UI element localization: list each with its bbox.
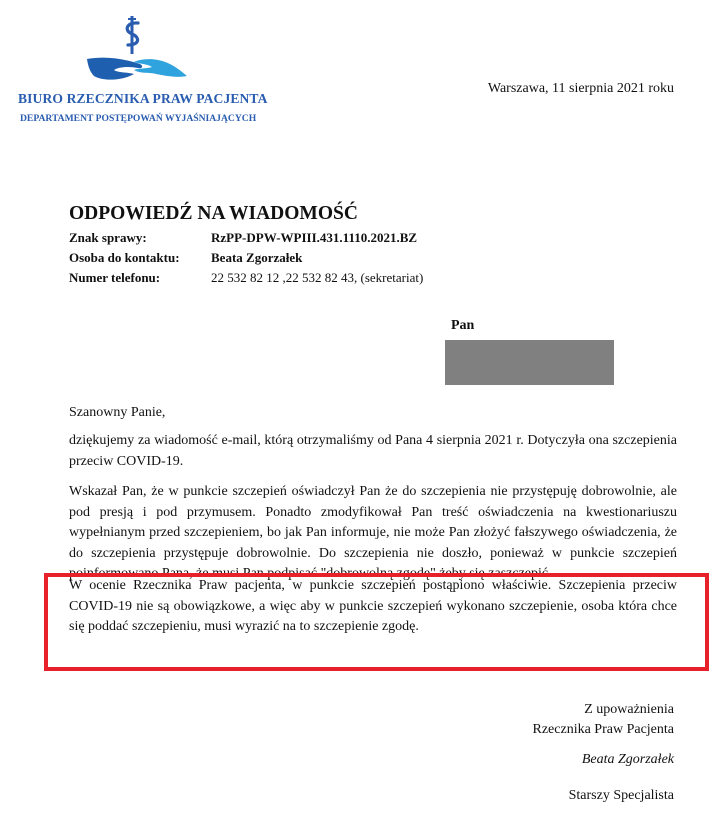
paragraph-1: dziękujemy za wiadomość e-mail, którą otrzymaliśmy od Pana 4 sierpnia 2021 r. Dotyczyła ona szczepienia przeciw COVID-19. [69, 433, 677, 469]
redacted-recipient-block [445, 340, 614, 385]
org-name: BIURO RZECZNIKA PRAW PACJENTA [18, 91, 268, 106]
contact-person-value: Beata Zgorzałek [211, 250, 303, 265]
recipient-label: Pan [451, 318, 475, 333]
hands-with-caduceus-logo [84, 12, 190, 88]
contact-person-label: Osoba do kontaktu: [69, 250, 180, 265]
signature-office: Rzecznika Praw Pacjenta [532, 722, 674, 737]
signature-name: Beata Zgorzałek [581, 752, 674, 767]
signature-position: Starszy Specjalista [568, 788, 674, 803]
paragraph-3-highlighted: W ocenie Rzecznika Praw pacjenta, w punkcie szczepień postąpiono właściwie. Szczepienia przeciw COVID-19 nie są obowiązkowe, a więc aby w punkcie szczepień wykonano szczepienie, osoba która chce się poddać szczepieniu, musi wyrazić na to szczepienie zgodę. [69, 578, 677, 634]
salutation: Szanowny Panie, [69, 405, 166, 420]
phone-label: Numer telefonu: [69, 270, 161, 285]
document-title: ODPOWIEDŹ NA WIADOMOŚĆ [69, 203, 358, 224]
paragraph-2: Wskazał Pan, że w punkcie szczepień oświadczył Pan że do szczepienia nie przystępuję dobrowolnie, ale pod presją i pod przymusem. Ponadto zmodyfikował Pan treść oświadczenia na kwestionariuszu wypełnianym przed szczepieniem, bo jak Pan informuje, nie może Pan złożyć fałszywego oświadczenia, że do szczepienia przystępuje dobrowolnie. Do szczepienia nie doszło, ponieważ w punkcie szczepień poinformowano Pana, że musi Pan podpisać "dobrowolną zgodę" żeby się zaszczepić. [69, 484, 677, 581]
signature-authorization: Z upoważnienia [584, 702, 674, 717]
case-number-label: Znak sprawy: [69, 230, 147, 245]
case-number-value: RzPP-DPW-WPIII.431.1110.2021.BZ [211, 230, 418, 245]
date-line: Warszawa, 11 sierpnia 2021 roku [487, 81, 674, 96]
phone-value: 22 532 82 12 ,22 532 82 43, (sekretariat) [211, 270, 424, 285]
org-department: DEPARTAMENT POSTĘPOWAŃ WYJAŚNIAJĄCYCH [20, 113, 257, 124]
